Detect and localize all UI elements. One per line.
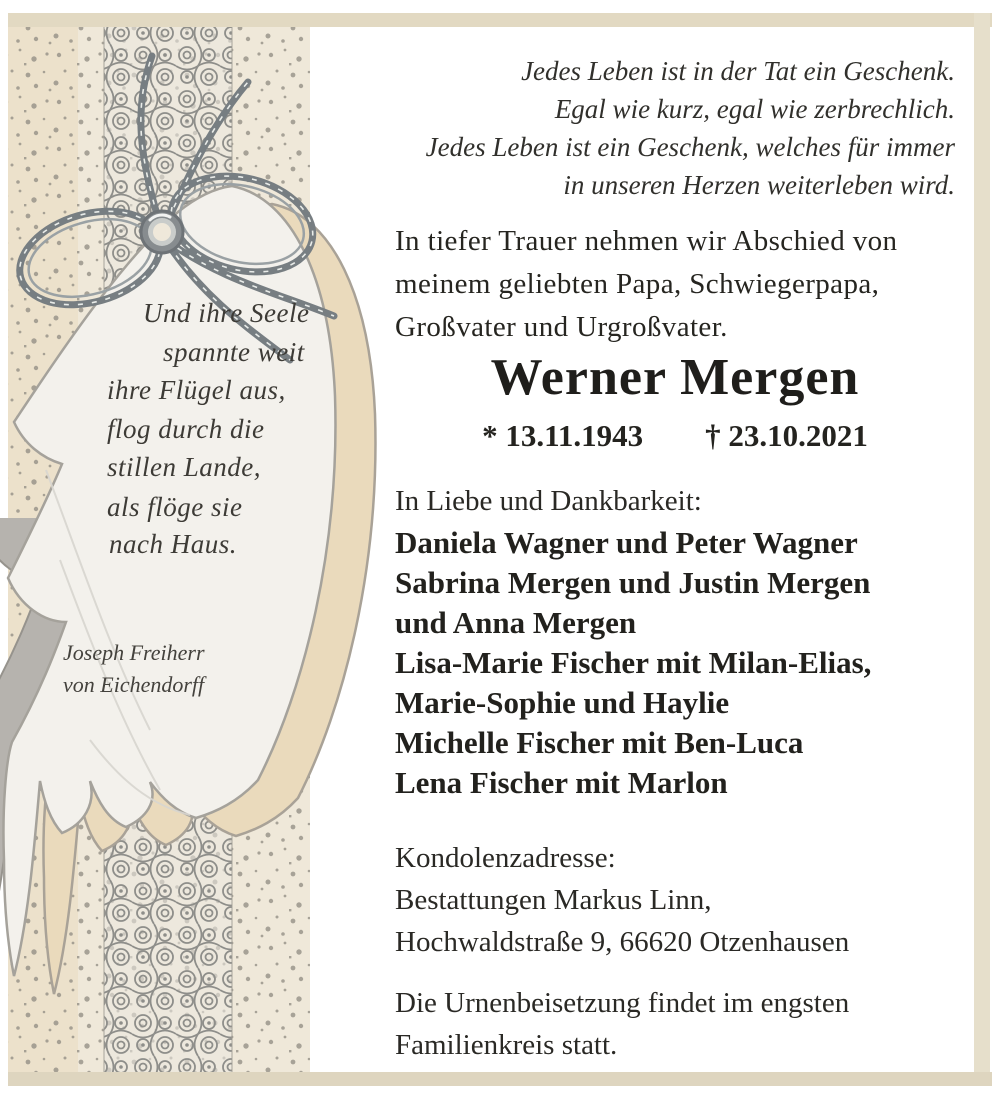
mourners-heading-block <box>395 485 955 518</box>
opening-quote-line: Jedes Leben ist ein Geschenk, welches für immer <box>425 132 955 162</box>
grommet-eyelet-icon <box>140 210 184 254</box>
mourner-name: Sabrina Mergen und Justin Mergen <box>395 565 871 600</box>
poem-line: als flöge sie <box>107 492 243 522</box>
condolence-heading: Kondolenzadresse: <box>395 842 616 874</box>
poem-line: Und ihre Seele <box>143 298 310 328</box>
condolence-line: Hochwaldstraße 9, 66620 Otzenhausen <box>395 926 850 958</box>
death-date: † 23.10.2021 <box>705 418 868 453</box>
mourner-name: Michelle Fischer mit Ben-Luca <box>395 725 804 760</box>
opening-quote-line: Jedes Leben ist in der Tat ein Geschenk. <box>521 56 955 86</box>
mourners-heading: In Liebe und Dankbarkeit: <box>395 485 702 517</box>
intro-line: Großvater und Urgroßvater. <box>395 311 728 343</box>
poem-line: flog durch die <box>107 414 265 444</box>
opening-quote <box>395 52 955 204</box>
poem-attribution: Joseph Freiherr <box>63 640 205 665</box>
poem-line: stillen Lande, <box>107 452 261 482</box>
poem-attribution: von Eichendorff <box>63 672 205 697</box>
mourner-name: Daniela Wagner und Peter Wagner <box>395 525 858 560</box>
deceased-name-block <box>395 350 955 406</box>
opening-quote-line: Egal wie kurz, egal wie zerbrechlich. <box>554 94 955 124</box>
frame-right <box>974 13 990 1086</box>
burial-note-line: Die Urnenbeisetzung findet im engsten <box>395 987 850 1019</box>
mourner-name: Lena Fischer mit Marlon <box>395 765 728 800</box>
mourner-name: Lisa-Marie Fischer mit Milan-Elias, <box>395 645 872 680</box>
opening-quote-line: in unseren Herzen weiterleben wird. <box>563 170 955 200</box>
condolence-block <box>395 837 955 963</box>
mourners-list <box>395 523 955 803</box>
poem-line: spannte weit <box>163 337 305 367</box>
life-dates <box>395 418 955 454</box>
burial-note-line: Familienkreis statt. <box>395 1029 618 1061</box>
deceased-name: Werner Mergen <box>490 349 860 406</box>
condolence-line: Bestattungen Markus Linn, <box>395 884 712 916</box>
burial-note <box>395 982 955 1066</box>
frame-top <box>8 13 992 27</box>
mourner-name: Marie-Sophie und Haylie <box>395 685 730 720</box>
frame-bottom <box>8 1072 992 1086</box>
intro-line: meinem geliebten Papa, Schwiegerpapa, <box>395 268 880 300</box>
poem-line: nach Haus. <box>109 529 237 559</box>
poem-line: ihre Flügel aus, <box>107 375 286 405</box>
mourner-name: und Anna Mergen <box>395 605 637 640</box>
intro-line: In tiefer Trauer nehmen wir Abschied von <box>395 225 898 257</box>
intro-paragraph <box>395 220 955 349</box>
birth-date: * 13.11.1943 <box>482 418 644 453</box>
